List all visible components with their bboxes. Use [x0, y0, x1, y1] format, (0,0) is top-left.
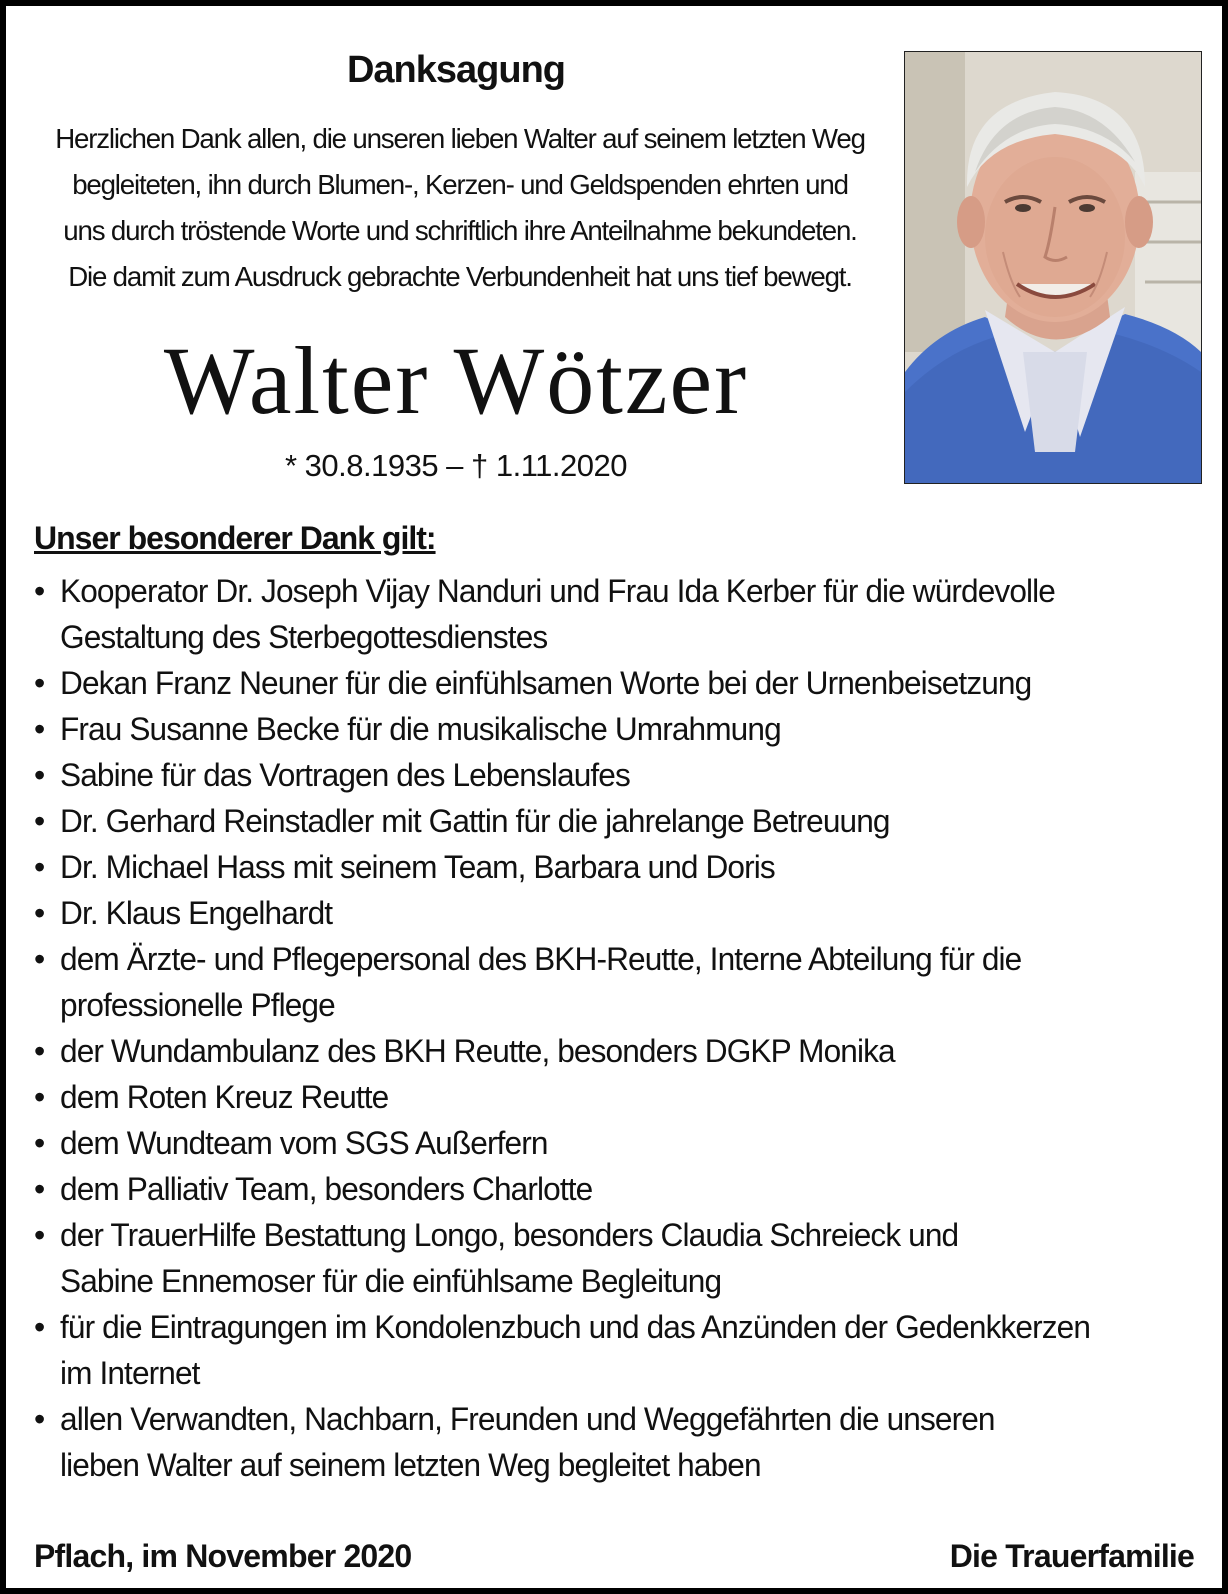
bullet-icon: • — [34, 1309, 45, 1345]
list-item-line: dem Wundteam vom SGS Außerfern — [60, 1125, 548, 1161]
signature: Die Trauerfamilie — [949, 1538, 1194, 1574]
bullet-icon: • — [34, 1401, 45, 1437]
list-item-line: der Wundambulanz des BKH Reutte, besonders DGKP Monika — [60, 1033, 895, 1069]
list-item-line: im Internet — [60, 1355, 200, 1391]
list-item-line: Gestaltung des Sterbegottesdienstes — [60, 619, 548, 655]
bullet-icon: • — [34, 665, 45, 701]
list-item — [34, 752, 1214, 798]
bullet-icon: • — [34, 1125, 45, 1161]
intro-text — [30, 116, 890, 300]
list-item-line: Sabine für das Vortragen des Lebenslaufes — [60, 757, 630, 793]
intro-line: begleiteten, ihn durch Blumen-, Kerzen- und Geldspenden ehrten und — [72, 169, 848, 200]
list-item-line: Sabine Ennemoser für die einfühlsame Begleitung — [60, 1263, 722, 1299]
list-item — [34, 1166, 1214, 1212]
list-item-line: Dr. Gerhard Reinstadler mit Gattin für die jahrelange Betreuung — [60, 803, 890, 839]
deceased-name: Walter Wötzer — [163, 327, 749, 434]
place-date: Pflach, im November 2020 — [34, 1538, 412, 1574]
list-item — [34, 1212, 1214, 1304]
notice-heading: Danksagung — [346, 49, 566, 91]
list-item — [34, 1304, 1214, 1396]
bullet-icon: • — [34, 1217, 45, 1253]
list-item-line: allen Verwandten, Nachbarn, Freunden und Weggefährten die unseren — [60, 1401, 995, 1437]
life-dates: * 30.8.1935 – † 1.11.2020 — [284, 448, 628, 483]
list-item-line: Dr. Michael Hass mit seinem Team, Barbara und Doris — [60, 849, 775, 885]
bullet-icon: • — [34, 849, 45, 885]
intro-line: Die damit zum Ausdruck gebrachte Verbundenheit hat uns tief bewegt. — [68, 261, 852, 292]
list-item-line: dem Palliativ Team, besonders Charlotte — [60, 1171, 593, 1207]
bullet-icon: • — [34, 711, 45, 747]
list-item — [34, 1396, 1214, 1488]
bullet-icon: • — [34, 1079, 45, 1115]
bullet-icon: • — [34, 1171, 45, 1207]
thanks-list — [34, 568, 1214, 1488]
list-item — [34, 660, 1214, 706]
portrait-photo — [904, 51, 1202, 484]
list-item — [34, 844, 1214, 890]
list-item — [34, 890, 1214, 936]
list-item — [34, 798, 1214, 844]
bullet-icon: • — [34, 941, 45, 977]
intro-line: uns durch tröstende Worte und schriftlich ihre Anteilnahme bekundeten. — [63, 215, 857, 246]
list-item-line: lieben Walter auf seinem letzten Weg begleitet haben — [60, 1447, 761, 1483]
list-item-line: professionelle Pflege — [60, 987, 335, 1023]
bullet-icon: • — [34, 895, 45, 931]
bullet-icon: • — [34, 1033, 45, 1069]
portrait-illustration — [905, 52, 1201, 483]
list-item — [34, 1120, 1214, 1166]
list-item — [34, 1074, 1214, 1120]
list-item-line: Dr. Klaus Engelhardt — [60, 895, 333, 931]
bullet-icon: • — [34, 573, 45, 609]
list-item — [34, 1028, 1214, 1074]
list-item-line: der TrauerHilfe Bestattung Longo, besonders Claudia Schreieck und — [60, 1217, 959, 1253]
list-item-line: dem Ärzte- und Pflegepersonal des BKH-Reutte, Interne Abteilung für die — [60, 941, 1022, 977]
list-item — [34, 568, 1214, 660]
list-item — [34, 706, 1214, 752]
list-item-line: Frau Susanne Becke für die musikalische Umrahmung — [60, 711, 781, 747]
bullet-icon: • — [34, 803, 45, 839]
thanks-title: Unser besonderer Dank gilt: — [34, 520, 436, 556]
list-item-line: dem Roten Kreuz Reutte — [60, 1079, 389, 1115]
intro-line: Herzlichen Dank allen, die unseren lieben Walter auf seinem letzten Weg — [55, 123, 865, 154]
bullet-icon: • — [34, 757, 45, 793]
list-item-line: Dekan Franz Neuner für die einfühlsamen Worte bei der Urnenbeisetzung — [60, 665, 1032, 701]
list-item — [34, 936, 1214, 1028]
list-item-line: Kooperator Dr. Joseph Vijay Nanduri und Frau Ida Kerber für die würdevolle — [60, 573, 1056, 609]
list-item-line: für die Eintragungen im Kondolenzbuch und das Anzünden der Gedenkkerzen — [60, 1309, 1091, 1345]
